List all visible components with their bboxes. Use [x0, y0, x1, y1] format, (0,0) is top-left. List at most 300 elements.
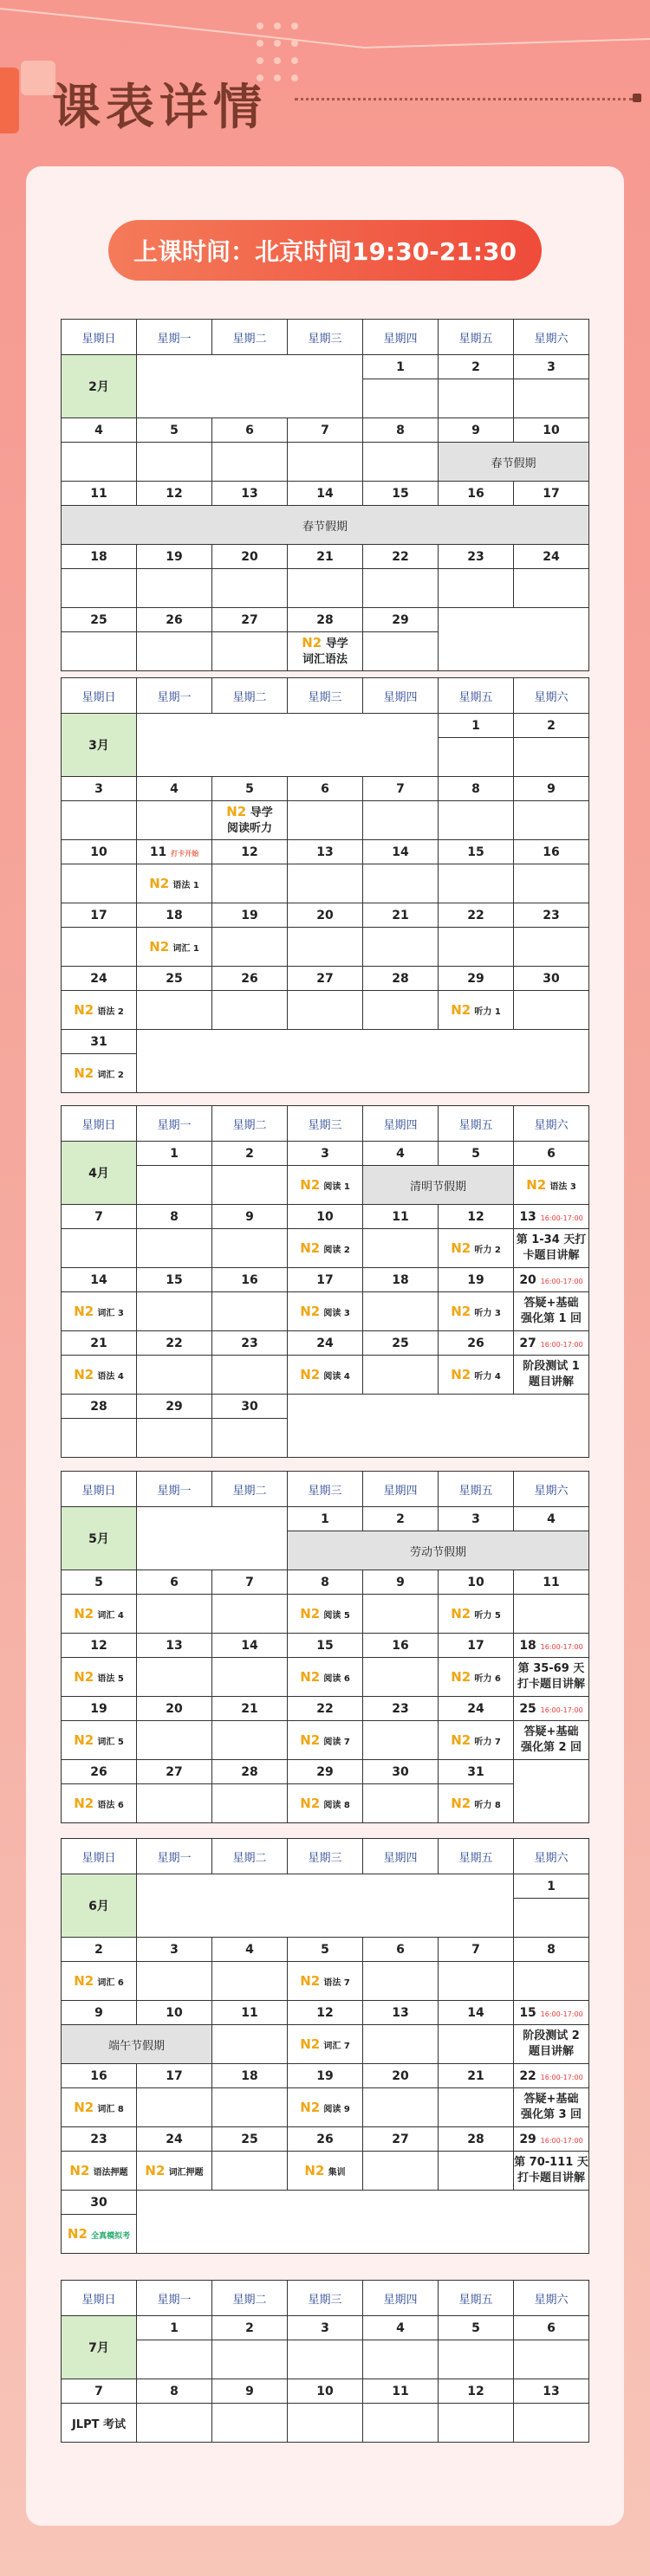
- calendar-cell: [288, 1166, 363, 1205]
- calendar-cell: [363, 1229, 439, 1268]
- title-end-dot: [633, 94, 641, 102]
- n2-tag: N2: [300, 1669, 321, 1685]
- calendar-cell: 4: [363, 2316, 439, 2340]
- calendar-cell: [514, 2025, 589, 2064]
- weekday-sun: 星期日: [62, 320, 137, 355]
- calendar-cell: 17: [514, 482, 589, 506]
- calendar-cell: 28: [62, 1395, 137, 1419]
- calendar-cell: 11: [363, 2379, 439, 2404]
- calendar-cell: 7: [363, 777, 439, 801]
- calendar-cell: 18: [363, 1268, 439, 1292]
- calendar-row: [62, 1166, 589, 1205]
- calendar-row: [62, 1030, 589, 1054]
- calendar-cell: [288, 1721, 363, 1760]
- n2-tag: N2: [451, 1796, 471, 1811]
- event-text: 听力 4: [474, 1372, 501, 1382]
- calendar-cell: 17: [439, 1634, 514, 1658]
- calendar-cell: 10: [288, 1205, 363, 1229]
- calendar-cell: [514, 1595, 589, 1634]
- calendar-cell: [363, 801, 439, 840]
- calendar-cell: [62, 2088, 137, 2127]
- weekday-cell: 星期四: [363, 678, 439, 714]
- calendar-cell: 26: [212, 967, 288, 991]
- weekday-cell: 星期日: [62, 1472, 137, 1507]
- calendar-cell: [514, 801, 589, 840]
- calendar-cell: 24: [62, 967, 137, 991]
- calendar-cell: 6: [363, 1938, 439, 1962]
- calendar-row: [62, 1229, 589, 1268]
- event-text: 听力 8: [474, 1801, 501, 1810]
- calendar-cell: 6: [514, 1142, 589, 1166]
- calendar-cell: 7: [62, 2379, 137, 2404]
- calendar-cell: [363, 1356, 439, 1395]
- event-text: 语法 5: [97, 1674, 124, 1684]
- n2-tag: N2: [149, 939, 170, 955]
- event-text: 阅读 4: [323, 1372, 350, 1382]
- event-text: 词汇 7: [323, 2042, 350, 2051]
- weekday-cell: 星期六: [514, 678, 589, 714]
- calendar-cell: [62, 928, 137, 967]
- calendar-cell: 21: [363, 903, 439, 928]
- event-text: 导学: [325, 638, 348, 650]
- n2-tag: N2: [300, 1240, 321, 1256]
- event-text: 强化第 3 回: [520, 2108, 582, 2121]
- calendar-july: [61, 2280, 589, 2443]
- calendar-cell: [137, 2152, 212, 2191]
- calendar-cell: 24: [514, 545, 589, 569]
- calendar-cell: [212, 864, 288, 903]
- calendar-cell: [439, 801, 514, 840]
- calendar-row: [62, 2316, 589, 2340]
- event-text: 听力 2: [474, 1246, 501, 1255]
- event-text: 卡题目讲解: [523, 1249, 580, 1262]
- calendar-cell: 14: [212, 1634, 288, 1658]
- calendar-row: [62, 482, 589, 506]
- calendar-cell: [439, 1721, 514, 1760]
- page-title: 课表详情: [52, 80, 267, 136]
- calendar-cell: [363, 2088, 439, 2127]
- calendar-cell: 13: [137, 1634, 212, 1658]
- calendar-cell: 8: [514, 1938, 589, 1962]
- calendar-cell: [363, 1658, 439, 1697]
- calendar-cell: 1: [439, 714, 514, 738]
- calendar-april: [61, 1105, 589, 1458]
- calendar-cell: 30: [212, 1395, 288, 1419]
- calendar-cell: 17: [62, 903, 137, 928]
- calendar-cell: 15 16:00-17:00: [514, 2001, 589, 2025]
- calendar-cell: 25: [363, 1331, 439, 1356]
- event-text: 16:00-17:00: [540, 2136, 583, 2145]
- month-label: 2月: [62, 355, 137, 418]
- event-text: 语法 7: [323, 1978, 350, 1988]
- calendar-cell: [514, 738, 589, 777]
- calendar-cell: 7: [439, 1938, 514, 1962]
- calendar-row: [62, 418, 589, 443]
- n2-tag: N2: [451, 1240, 471, 1256]
- weekday-cell: 星期日: [62, 678, 137, 714]
- calendar-cell: 1: [288, 1507, 363, 1531]
- calendar-row: [62, 2064, 589, 2088]
- n2-tag: N2: [74, 1304, 94, 1319]
- n2-tag: N2: [74, 1669, 94, 1685]
- weekday-fri: 星期五: [439, 320, 514, 355]
- calendar-cell: [288, 1658, 363, 1697]
- calendar-cell: [137, 1962, 212, 2001]
- calendar-cell: 14: [288, 482, 363, 506]
- event-text: 16:00-17:00: [540, 1340, 583, 1349]
- calendar-cell: [363, 443, 439, 482]
- weekday-cell: 星期四: [363, 1472, 439, 1507]
- weekday-cell: 星期六: [514, 1839, 589, 1874]
- calendar-cell: [439, 1292, 514, 1331]
- event-text: 语法押题: [93, 2168, 128, 2178]
- calendar-march: [61, 677, 589, 1093]
- event-text: 16:00-17:00: [540, 1214, 583, 1222]
- weekday-tue: 星期二: [212, 320, 288, 355]
- event-text: 词汇 5: [97, 1738, 124, 1747]
- calendar-cell: [514, 2404, 589, 2443]
- calendar-cell: [439, 569, 514, 608]
- calendar-cell: [439, 928, 514, 967]
- n2-tag: N2: [149, 876, 170, 891]
- date-cell: 4: [62, 418, 137, 443]
- n2-tag: N2: [74, 1606, 94, 1621]
- calendar-cell: 18: [62, 545, 137, 569]
- date-cell: 7: [288, 418, 363, 443]
- calendar-cell: 1: [137, 2316, 212, 2340]
- event-text: 词汇 1: [172, 944, 199, 954]
- calendar-cell: 12: [62, 1634, 137, 1658]
- n2-tag: N2: [74, 1796, 94, 1811]
- event-text: 强化第 1 回: [520, 1312, 582, 1325]
- calendar-cell: [212, 1595, 288, 1634]
- holiday-spring-long: 春节假期: [62, 506, 589, 545]
- calendar-cell: [212, 569, 288, 608]
- calendar-cell: [62, 1595, 137, 1634]
- calendar-cell: [439, 991, 514, 1030]
- event-text: 16:00-17:00: [540, 2010, 583, 2018]
- weekday-cell: 星期四: [363, 1106, 439, 1142]
- weekday-header: [62, 320, 589, 355]
- n2-tag: N2: [451, 1002, 471, 1018]
- calendar-cell: [137, 443, 212, 482]
- calendar-cell: 12: [137, 482, 212, 506]
- calendar-cell: 13: [514, 2379, 589, 2404]
- event-text: 题目讲解: [528, 2045, 574, 2058]
- n2-tag: N2: [74, 1002, 94, 1018]
- event-text: 第 70-111 天: [514, 2156, 588, 2169]
- calendar-cell: [514, 2088, 589, 2127]
- weekday-cell: 星期三: [288, 1106, 363, 1142]
- calendar-cell: 18: [212, 2064, 288, 2088]
- calendar-cell: 9: [212, 1205, 288, 1229]
- calendar-cell: [514, 2152, 589, 2191]
- calendar-cell: 2: [514, 714, 589, 738]
- month-label: 7月: [62, 2316, 137, 2379]
- calendar-cell: [62, 632, 137, 671]
- calendar-cell: [137, 1658, 212, 1697]
- weekday-cell: 星期六: [514, 1472, 589, 1507]
- calendar-cell: [212, 928, 288, 967]
- calendar-row: [62, 777, 589, 801]
- calendar-cell: [514, 1166, 589, 1205]
- date-cell: 9: [439, 418, 514, 443]
- calendar-cell: 5: [212, 777, 288, 801]
- calendar-cell: [288, 864, 363, 903]
- calendar-cell: 26: [137, 608, 212, 632]
- calendar-cell: [137, 991, 212, 1030]
- calendar-cell: [137, 801, 212, 840]
- schedule-card: [26, 166, 624, 2526]
- weekday-cell: 星期一: [137, 678, 212, 714]
- month-label: 4月: [62, 1142, 137, 1205]
- calendar-cell: [137, 1507, 288, 1570]
- calendar-cell: 8: [137, 2379, 212, 2404]
- event-text: 打卡题目讲解: [517, 1678, 585, 1691]
- event-text: 听力 5: [474, 1611, 501, 1621]
- calendar-cell: [62, 1721, 137, 1760]
- weekday-cell: 星期一: [137, 1106, 212, 1142]
- calendar-cell: 15: [439, 840, 514, 864]
- calendar-cell: [288, 2340, 363, 2379]
- calendar-cell: [439, 2025, 514, 2064]
- n2-tag: N2: [526, 1177, 547, 1193]
- weekday-cell: 星期五: [439, 1472, 514, 1507]
- event-text: 导学: [250, 806, 273, 819]
- calendar-cell: [62, 569, 137, 608]
- calendar-cell: 13: [288, 840, 363, 864]
- calendar-cell: 28: [212, 1760, 288, 1784]
- calendar-cell: 9: [514, 777, 589, 801]
- calendar-cell: 29: [288, 1760, 363, 1784]
- calendar-row: [62, 2152, 589, 2191]
- calendar-row: [62, 1658, 589, 1697]
- weekday-cell: 星期五: [439, 1839, 514, 1874]
- calendar-cell: [439, 1356, 514, 1395]
- calendar-cell: [439, 1784, 514, 1823]
- calendar-cell: 10: [137, 2001, 212, 2025]
- calendar-cell: [137, 1874, 514, 1938]
- weekday-cell: 星期一: [137, 2281, 212, 2316]
- calendar-cell: 11: [363, 1205, 439, 1229]
- calendar-cell: [363, 1721, 439, 1760]
- calendar-cell: [212, 443, 288, 482]
- event-text: 词汇 3: [97, 1309, 124, 1318]
- calendar-cell: 23: [514, 903, 589, 928]
- calendar-cell: 25: [212, 2127, 288, 2152]
- calendar-cell: [514, 1356, 589, 1395]
- holiday-qingming: 清明节假期: [363, 1166, 514, 1205]
- calendar-row: [62, 1784, 589, 1823]
- calendar-cell: [212, 1356, 288, 1395]
- calendar-cell: 5: [62, 1570, 137, 1595]
- calendar-row: [62, 991, 589, 1030]
- calendar-cell: [288, 569, 363, 608]
- calendar-cell: [62, 1419, 137, 1458]
- calendar-cell: [514, 2340, 589, 2379]
- calendar-cell: [288, 1784, 363, 1823]
- n2-tag: N2: [300, 1973, 321, 1989]
- calendar-row: [62, 355, 589, 379]
- calendar-cell: [288, 2152, 363, 2191]
- calendar-cell: 24: [137, 2127, 212, 2152]
- date-cell: 2: [439, 355, 514, 379]
- calendar-cell: 29: [439, 967, 514, 991]
- weekday-cell: 星期日: [62, 1839, 137, 1874]
- event-feb28: [288, 632, 363, 671]
- calendar-cell: 14: [439, 2001, 514, 2025]
- calendar-cell: [62, 1054, 137, 1093]
- calendar-cell: 25: [137, 967, 212, 991]
- calendar-cell: [62, 991, 137, 1030]
- calendar-cell: 18: [137, 903, 212, 928]
- calendar-cell: [363, 991, 439, 1030]
- calendar-cell: 11: [212, 2001, 288, 2025]
- calendar-row: [62, 1760, 589, 1784]
- calendar-row: [62, 967, 589, 991]
- event-text: 语法 6: [97, 1801, 124, 1810]
- calendar-cell: [439, 1962, 514, 2001]
- calendar-cell: [363, 2404, 439, 2443]
- calendar-cell: 27: [363, 2127, 439, 2152]
- calendar-cell: 20: [137, 1697, 212, 1721]
- weekday-cell: 星期二: [212, 1106, 288, 1142]
- calendar-cell: [363, 569, 439, 608]
- calendar-cell: [62, 1784, 137, 1823]
- calendar-row: [62, 1356, 589, 1395]
- weekday-cell: 星期四: [363, 2281, 439, 2316]
- n2-tag: N2: [300, 1367, 321, 1382]
- calendar-row: [62, 801, 589, 840]
- calendar-cell: 15: [137, 1268, 212, 1292]
- event-text: 阶段测试 2: [523, 2029, 580, 2042]
- calendar-cell: 13: [212, 482, 288, 506]
- calendar-cell: 22: [439, 903, 514, 928]
- calendar-cell: 21: [288, 545, 363, 569]
- calendar-cell: 28: [439, 2127, 514, 2152]
- event-text: 第 1-34 天打: [516, 1233, 587, 1246]
- event-text: 阅读 8: [323, 1801, 350, 1810]
- calendar-cell: 3: [62, 777, 137, 801]
- calendar-cell: 7: [212, 1570, 288, 1595]
- calendar-cell: [212, 2025, 288, 2064]
- calendar-february: [61, 319, 589, 671]
- n2-tag: N2: [69, 2163, 90, 2178]
- calendar-cell: 1: [514, 1874, 589, 1899]
- calendar-cell: [137, 1292, 212, 1331]
- calendar-cell: 16: [363, 1634, 439, 1658]
- calendar-cell: 25: [62, 608, 137, 632]
- calendar-cell: 11 打卡开始: [137, 840, 212, 864]
- calendar-cell: 14: [363, 840, 439, 864]
- calendar-cell: [212, 1658, 288, 1697]
- n2-tag: N2: [451, 1606, 471, 1621]
- event-text: 词汇 4: [97, 1611, 124, 1621]
- calendar-row: [62, 2379, 589, 2404]
- calendar-cell: 7: [62, 1205, 137, 1229]
- calendar-cell: 22: [363, 545, 439, 569]
- calendar-cell: [514, 569, 589, 608]
- calendar-row: [62, 569, 589, 608]
- calendar-cell: 2: [62, 1938, 137, 1962]
- calendar-cell: [137, 1721, 212, 1760]
- n2-tag: N2: [74, 2100, 94, 2115]
- calendar-cell: 3: [439, 1507, 514, 1531]
- weekday-cell: 星期二: [212, 2281, 288, 2316]
- event-text: 阅读 7: [323, 1738, 350, 1747]
- calendar-june: [61, 1838, 589, 2254]
- calendar-cell: 16: [514, 840, 589, 864]
- event-text: 打卡开始: [171, 849, 199, 858]
- calendar-cell: [212, 632, 288, 671]
- calendar-row: [62, 545, 589, 569]
- holiday-dragon: 端午节假期: [62, 2025, 212, 2064]
- calendar-cell: [288, 2025, 363, 2064]
- calendar-cell: 2: [212, 2316, 288, 2340]
- calendar-row: [62, 2025, 589, 2064]
- event-text: 词汇 6: [97, 1978, 124, 1988]
- calendar-row: [62, 1570, 589, 1595]
- calendar-row: [62, 864, 589, 903]
- event-text: 阅读 3: [323, 1309, 350, 1318]
- calendar-cell: [514, 1658, 589, 1697]
- calendar-cell: [137, 1356, 212, 1395]
- calendar-cell: 17: [137, 2064, 212, 2088]
- calendar-cell: 29: [363, 608, 439, 632]
- event-text: 16:00-17:00: [540, 2073, 583, 2081]
- calendar-cell: 4: [514, 1507, 589, 1531]
- holiday-labor: 劳动节假期: [288, 1531, 589, 1570]
- title-dotted-line: [295, 98, 633, 100]
- calendar-row: [62, 840, 589, 864]
- calendar-cell: [439, 864, 514, 903]
- calendar-row: [62, 1507, 589, 1531]
- calendar-cell: 22: [288, 1697, 363, 1721]
- n2-tag: N2: [451, 1669, 471, 1685]
- calendar-row: [62, 1205, 589, 1229]
- calendar-cell: 2: [212, 1142, 288, 1166]
- calendar-cell: 14: [62, 1268, 137, 1292]
- date-cell: 6: [212, 418, 288, 443]
- n2-tag: N2: [74, 1065, 94, 1081]
- weekday-thu: 星期四: [363, 320, 439, 355]
- calendar-cell: 3: [288, 1142, 363, 1166]
- month-label: 6月: [62, 1874, 137, 1938]
- calendar-cell: 3: [137, 1938, 212, 1962]
- calendar-row: [62, 2404, 589, 2443]
- calendar-cell: [288, 1356, 363, 1395]
- weekday-cell: 星期五: [439, 1106, 514, 1142]
- calendar-cell: 12: [212, 840, 288, 864]
- calendar-cell: [439, 1229, 514, 1268]
- calendar-cell: [212, 2340, 288, 2379]
- calendar-cell: [212, 2404, 288, 2443]
- event-text: 语法 3: [549, 1182, 576, 1192]
- weekday-cell: 星期一: [137, 1839, 212, 1874]
- calendar-cell: 30: [514, 967, 589, 991]
- calendar-row: [62, 2191, 589, 2215]
- weekday-mon: 星期一: [137, 320, 212, 355]
- calendar-row: [62, 1268, 589, 1292]
- weekday-wed: 星期三: [288, 320, 363, 355]
- weekday-cell: 星期日: [62, 2281, 137, 2316]
- calendar-cell: [212, 2088, 288, 2127]
- weekday-cell: 星期一: [137, 1472, 212, 1507]
- calendar-cell: [514, 1962, 589, 2001]
- calendar-cell: 15: [363, 482, 439, 506]
- calendar-cell: [439, 738, 514, 777]
- date-cell: 3: [514, 355, 589, 379]
